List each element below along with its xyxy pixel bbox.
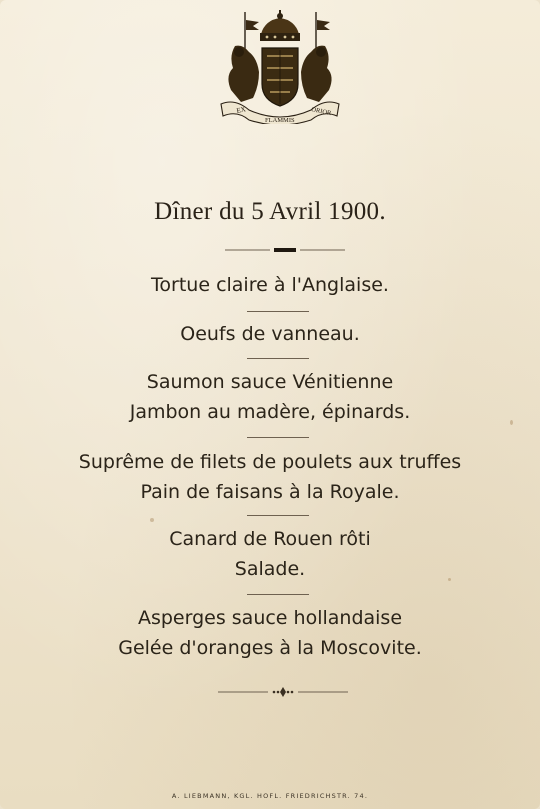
course-divider — [247, 594, 309, 595]
course-dish: Salade. — [234, 558, 306, 580]
course-5 — [0, 524, 540, 584]
course-dish: Jambon au madère, épinards. — [129, 401, 411, 423]
printer-imprint: A. LIEBMANN, KGL. HOFL. FRIEDRICHSTR. 74. — [171, 792, 369, 800]
menu-title: Dîner du 5 Avril 1900. — [154, 198, 386, 225]
course-3 — [0, 367, 540, 427]
foxing-spot — [510, 420, 513, 425]
course-dish: Canard de Rouen rôti — [169, 528, 371, 550]
coat-of-arms-crest — [215, 6, 345, 124]
foxing-spot — [150, 518, 154, 522]
course-divider — [247, 437, 309, 438]
course-1 — [0, 270, 540, 300]
course-dish: Asperges sauce hollandaise — [137, 607, 403, 629]
course-dish: Saumon sauce Vénitienne — [146, 371, 394, 393]
course-4 — [0, 447, 540, 507]
course-dish: Gelée d'oranges à la Moscovite. — [118, 637, 422, 659]
course-2 — [0, 319, 540, 349]
course-divider — [247, 515, 309, 516]
course-divider — [247, 311, 309, 312]
course-dish: Suprême de filets de poulets aux truffes — [78, 451, 462, 473]
closing-ornament — [218, 685, 348, 699]
motto-word-3: ORIOR — [310, 106, 332, 118]
motto-word-1: EX — [235, 105, 247, 115]
motto-word-2: FLAMMIS — [265, 117, 295, 124]
course-6 — [0, 603, 540, 663]
course-dish: Tortue claire à l'Anglaise. — [151, 274, 389, 296]
course-divider — [247, 358, 309, 359]
course-dish: Pain de faisans à la Royale. — [140, 481, 400, 503]
course-dish: Oeufs de vanneau. — [180, 323, 360, 345]
title-divider — [225, 247, 345, 253]
foxing-spot — [448, 578, 451, 581]
